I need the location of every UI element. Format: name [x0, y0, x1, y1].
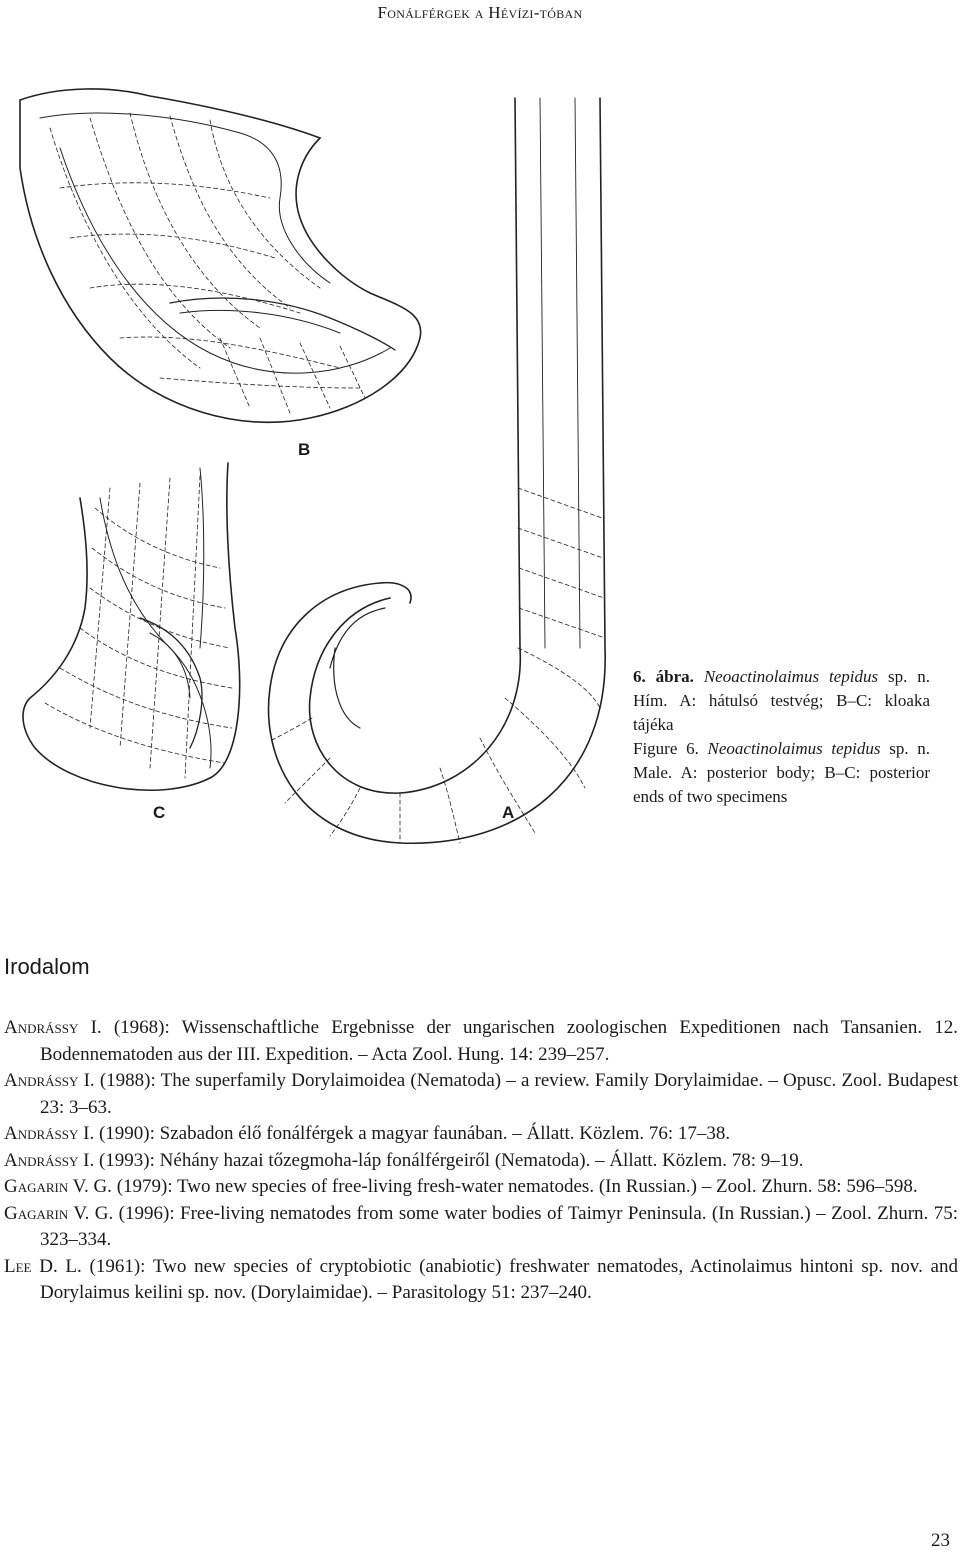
page-number: 23 [931, 1530, 950, 1551]
reference-text: (1993): Néhány hazai tőzegmoha-láp fonálférgeiről (Nematoda). – Állatt. Közlem. 78: 9–19. [94, 1149, 804, 1171]
caption-hu-rest: sp. n. Hím. A: hátulsó testvég; B–C: kloaka tájéka [633, 667, 931, 734]
reference-author: Lee D. L. [4, 1255, 82, 1277]
panel-label-b: B [298, 440, 311, 459]
reference-item [4, 1121, 958, 1148]
reference-text: (1996): Free-living nematodes from some water bodies of Taimyr Peninsula. (In Russian.) – Zool. Zhurn. 75: 323–334. [40, 1202, 958, 1250]
caption-hu-species: Neoactinolaimus tepidus [703, 667, 879, 686]
reference-text: (1988): The superfamily Dorylaimoidea (Nematoda) – a review. Family Dorylaimidae. – Opusc. Zool. Budapest 23: 3–63. [40, 1070, 958, 1118]
reference-item [4, 1148, 958, 1175]
reference-author: Andrássy I. [4, 1017, 102, 1038]
panel-c-drawing [23, 463, 240, 790]
caption-hu-prefix: 6. ábra. [633, 667, 694, 686]
figure-6 [0, 88, 620, 848]
running-head-title: Fonálférgek a Hévízi-tóban [377, 3, 583, 22]
reference-author: Andrássy I. [4, 1149, 95, 1171]
reference-text: (1968): Wissenschaftliche Ergebnisse der ungarischen zoologischen Expeditionen nach Tansanien. 12. Bodennematoden aus der III. Expedition. – Acta Zool. Hung. 14: 239–257. [40, 1017, 959, 1065]
caption-en-species: Neoactinolaimus tepidus [707, 739, 881, 758]
reference-author: Gagarin V. G. [4, 1176, 112, 1197]
reference-item [4, 1254, 958, 1307]
caption-english [633, 737, 930, 809]
panel-a-drawing [269, 98, 606, 843]
panel-b-drawing [20, 89, 421, 422]
reference-text: (1961): Two new species of cryptobiotic (anabiotic) freshwater nematodes, Actinolaimus hintoni sp. nov. and Dorylaimus keilini sp. nov. (Dorylaimidae). – Parasitology 51: 237–240. [40, 1255, 958, 1303]
panel-label-a: A [502, 803, 515, 822]
reference-item [4, 1068, 958, 1121]
nematode-drawing [0, 88, 620, 848]
reference-author: Gagarin V. G. [4, 1202, 114, 1224]
reference-item [4, 1015, 958, 1068]
reference-text: (1979): Two new species of free-living fresh-water nematodes. (In Russian.) – Zool. Zhurn. 58: 596–598. [111, 1176, 918, 1197]
reference-item [4, 1174, 958, 1201]
caption-hungarian [633, 665, 930, 737]
reference-text: (1990): Szabadon élő fonálférgek a magyar faunában. – Állatt. Közlem. 76: 17–38. [94, 1123, 731, 1144]
figure-caption [633, 665, 930, 809]
caption-en-prefix: Figure 6. [633, 739, 699, 758]
references-heading: Irodalom [4, 954, 90, 979]
reference-author: Andrássy I. [4, 1123, 95, 1144]
reference-list [4, 1015, 958, 1307]
reference-item [4, 1201, 958, 1254]
panel-label-c: C [153, 803, 166, 822]
reference-author: Andrássy I. [4, 1070, 95, 1091]
running-head [0, 3, 960, 23]
caption-en-rest: sp. n. Male. A: posterior body; B–C: posterior ends of two specimens [633, 739, 931, 806]
